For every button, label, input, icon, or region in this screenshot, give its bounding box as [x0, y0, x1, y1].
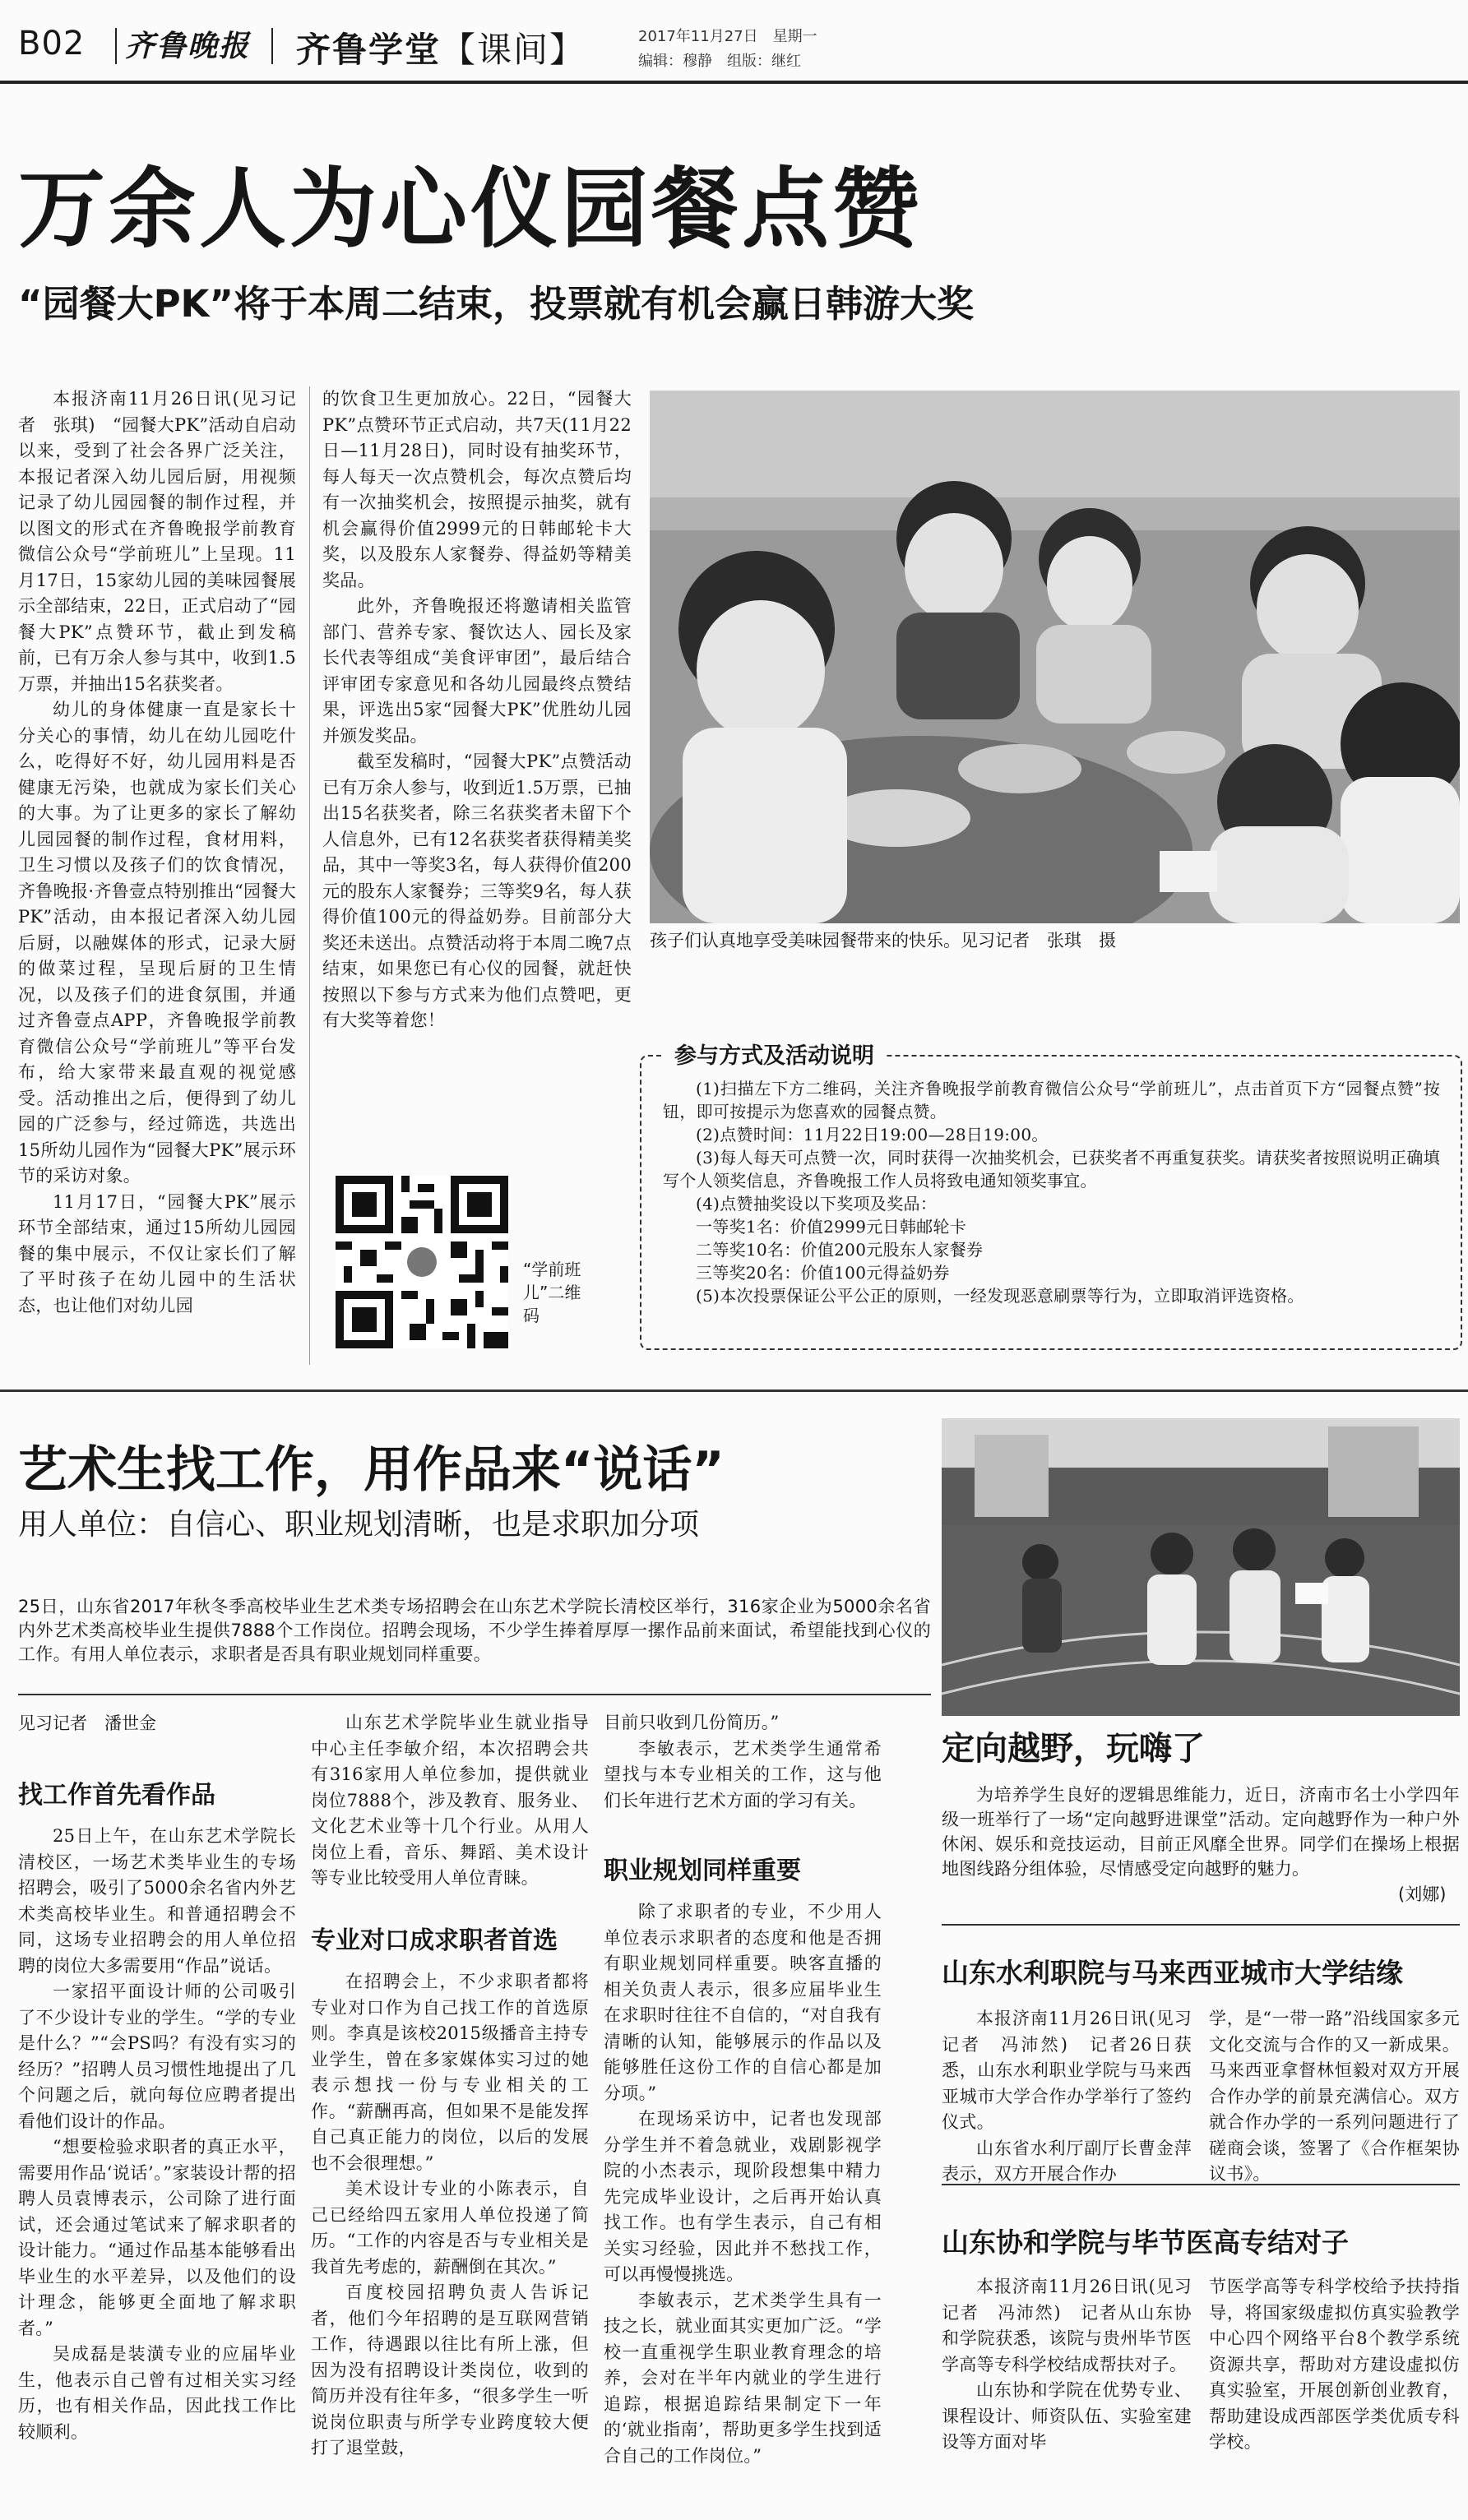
art-paragraph: 在现场采访中，记者也发现部分学生并不着急就业，戏剧影视学院的小杰表示，现阶段想集中精力先完成毕业设计，之后再开始认真找工作。也有学生表示，自己有相关实习经验，因此并不愁找工作，可以再慢慢挑选。	[604, 2109, 882, 2284]
lead-paragraph: 截至发稿时，“园餐大PK”点赞活动已有万余人参与，收到近1.5万票，已抽出15名获奖者，除三名获奖者未留下个人信息外，已有12名获奖者获得精美奖品，其中一等奖3名，每人获得价值200元的股东人家餐券；三等奖9名，每人获得价值100元的得益奶券。目前部分大奖还未送出。点赞活动将于本周二晚7点结束，如果您已有心仪的园餐，就赶快按照以下参与方式来为他们点赞吧，更有大奖等着您！	[322, 751, 632, 1030]
howto-item: 三等奖20名：价值100元得益奶券	[696, 1263, 950, 1283]
water-column-b	[1209, 2006, 1460, 2188]
howto-item: (2)点赞时间：11月22日19:00—28日19:00。	[696, 1125, 1049, 1144]
howto-item: (3)每人每天可点赞一次，同时获得一次抽奖机会，已获奖者不再重复获奖。请获奖者按照说明正确填写个人领奖信息，齐鲁晚报工作人员将致电通知领奖事宜。	[663, 1148, 1440, 1191]
paper-logo: 齐鲁晚报	[125, 29, 251, 63]
art-paragraph: 一家招平面设计师的公司吸引了不少设计专业的学生。“学的专业是什么？”“会PS吗？有没有实习的经历？”招聘人员习惯性地提出了几个问题之后，就向每位应聘者提出看他们设计的作品。	[18, 1981, 296, 2131]
lead-paragraph: 11月17日，“园餐大PK”展示环节全部结束，通过15所幼儿园园餐的集中展示，不仅让家长们了解了平时孩子在幼儿园中的生活状态，也让他们对幼儿园	[18, 1191, 296, 1315]
art-paragraph: 25日上午，在山东艺术学院长清校区，一场艺术类毕业生的专场招聘会，吸引了5000余名省内外艺术类高校毕业生。和普通招聘会不同，这场专业招聘会的用人单位招聘的岗位大多需要用“作品”说话。	[18, 1826, 296, 1976]
right-rule-1	[942, 1924, 1460, 1926]
orienteering-photo	[942, 1418, 1460, 1716]
page-number: B02	[18, 25, 86, 62]
art-intro-rule	[18, 1694, 931, 1695]
water-paragraph: 学，是“一带一路”沿线国家多元文化交流与合作的又一新成果。马来西亚拿督林恒毅对双方开展合作办学的前景充满信心。双方就合作办学的一系列问题进行了磋商会谈，签署了《合作框架协议书》。	[1209, 2009, 1460, 2184]
art-paragraph: 山东艺术学院毕业生就业指导中心主任李敏介绍，本次招聘会共有316家用人单位参加，提供就业岗位7888个，涉及教育、服务业、文化艺术业等十几个行业。从用人岗位上看，音乐、舞蹈、美术设计等专业比较受用人单位青睐。	[311, 1713, 589, 1888]
orienteering-paragraph: 为培养学生良好的逻辑思维能力，近日，济南市名士小学四年级一班举行了一场“定向越野进课堂”活动。定向越野作为一种户外休闲、娱乐和竞技运动，目前正风靡全世界。同学们在操场上根据地图线路分组体验，尽情感受定向越野的魅力。	[942, 1785, 1460, 1879]
art-paragraph: 在招聘会上，不少求职者都将专业对口作为自己找工作的首选原则。李真是该校2015级播音主持专业学生，曾在多家媒体实习过的她表示想找一份与专业相关的工作。“薪酬再高，但如果不是能发挥自己真正能力的岗位，以后的发展也不会很理想。”	[311, 1972, 589, 2173]
xiehe-paragraph: 山东协和学院在优势专业、课程设计、师资队伍、实验室建设等方面对毕	[942, 2380, 1192, 2452]
art-paragraph: 目前只收到几份简历。”	[604, 1713, 780, 1732]
water-column-a	[942, 2006, 1192, 2188]
issue-date: 2017年11月27日 星期一	[638, 28, 817, 45]
section-main: 齐鲁学堂	[296, 30, 442, 70]
art-paragraph: “想要检验求职者的真正水平，需要用作品‘说话’。”家装设计帮的招聘人员袁博表示，公司除了进行面试，还会通过笔试来了解求职者的设计能力。“通过作品基本能够看出毕业生的水平差异，以及他们的设计理念，能够更全面地了解求职者。”	[18, 2137, 296, 2338]
xiehe-paragraph: 本报济南11月26日讯(见习记者 冯沛然) 记者从山东协和学院获悉，该院与贵州毕节医学高等专科学校结成帮扶对子。	[942, 2277, 1192, 2374]
lead-subheadline: “园餐大PK”将于本周二结束，投票就有机会赢日韩游大奖	[18, 282, 975, 326]
editors: 编辑：穆静 组版：继红	[638, 53, 801, 70]
masthead-divider	[115, 28, 117, 64]
art-subhead-1: 找工作首先看作品	[18, 1781, 215, 1810]
art-headline: 艺术生找工作，用作品来“说话”	[18, 1441, 725, 1499]
qr-code[interactable]	[336, 1176, 508, 1348]
art-column-2a	[311, 1710, 589, 1892]
lead-paragraph: 本报济南11月26日讯(见习记者 张琪) “园餐大PK”活动自启动以来，受到了社会各界广泛关注，本报记者深入幼儿园后厨，用视频记录了幼儿园园餐的制作过程，并以图文的形式在齐鲁晚报学前教育微信公众号“学前班儿”上呈现。11月17日，15家幼儿园的美味园餐展示全部结束，22日，正式启动了“园餐大PK”点赞环节，截止到发稿前，已有万余人参与其中，收到1.5万票，并抽出15名获奖者。	[18, 389, 296, 694]
lead-paragraph: 此外，齐鲁晚报还将邀请相关监管部门、营养专家、餐饮达人、园长及家长代表等组成“美食评审团”，最后结合评审团专家意见和各幼儿园最终点赞结果，评选出5家“园餐大PK”优胜幼儿园并颁发奖品。	[322, 596, 632, 746]
water-paragraph: 本报济南11月26日讯(见习记者 冯沛然) 记者26日获悉，山东水利职业学院与马来西亚城市大学合作办学举行了签约仪式。	[942, 2009, 1192, 2132]
lead-paragraph: 的饮食卫生更加放心。22日，“园餐大PK”点赞环节正式启动，共7天(11月22日—11月28日)，同时设有抽奖环节，每人每天一次点赞机会，每次点赞后均有一次抽奖机会，按照提示抽奖，就有机会赢得价值2999元的日韩邮轮卡大奖，以及股东人家餐券、得益奶等精美奖品。	[322, 389, 632, 590]
art-paragraph: 李敏表示，艺术类学生具有一技之长，就业面其实更加广泛。“学校一直重视学生职业教育理念的培养，会对在半年内就业的学生进行追踪，根据追踪结果制定下一年的‘就业指南’，帮助更多学生找到适合自己的工作岗位。”	[604, 2290, 882, 2466]
masthead-divider-2	[271, 28, 273, 64]
xiehe-headline: 山东协和学院与毕节医高专结对子	[942, 2226, 1349, 2259]
xiehe-column-b	[1209, 2274, 1460, 2456]
howto-item: (4)点赞抽奖设以下奖项及奖品：	[696, 1194, 938, 1214]
orienteering-text	[942, 1782, 1460, 1881]
art-column-2b	[311, 1969, 589, 2462]
lead-column-1	[18, 386, 296, 1319]
lead-photo-caption: 孩子们认真地享受美味园餐带来的快乐。见习记者 张琪 摄	[650, 931, 1116, 950]
howto-item: (5)本次投票保证公平公正的原则，一经发现恶意刷票等行为，立即取消评选资格。	[696, 1286, 1304, 1306]
howto-item: 一等奖1名：价值2999元日韩邮轮卡	[696, 1217, 967, 1237]
art-column-1	[18, 1824, 296, 2445]
art-subhead-3: 职业规划同样重要	[604, 1856, 801, 1885]
art-subhead-2: 专业对口成求职者首选	[311, 1926, 558, 1955]
art-paragraph: 百度校园招聘负责人告诉记者，他们今年招聘的是互联网营销工作，待遇跟以往比有所上涨，但因为没有招聘设计类岗位，收到的简历并没有往年多，“很多学生一听说岗位职责与所学专业跨度较大便打了退堂鼓，	[311, 2282, 589, 2458]
art-paragraph: 美术设计专业的小陈表示，自己已经给四五家用人单位投递了简历。“工作的内容是否与专业相关是我首先考虑的，薪酬倒在其次。”	[311, 2179, 589, 2277]
lead-column-2	[322, 386, 632, 1034]
orienteering-credit: (刘娜)	[1398, 1884, 1447, 1904]
xiehe-paragraph: 节医学高等专科学校给予扶持指导，将国家级虚拟仿真实验教学中心四个网络平台8个教学系统资源共享，帮助对方建设虚拟仿真实验室，开展创新创业教育，帮助建设成西部医学类优质专科学校。	[1209, 2277, 1460, 2452]
water-paragraph: 山东省水利厅副厅长曹金萍表示，双方开展合作办	[942, 2138, 1192, 2184]
art-paragraph: 吴成磊是装潢专业的应届毕业生，他表示自己曾有过相关实习经历，也有相关作品，因此找工作比较顺利。	[18, 2344, 296, 2442]
lead-headline: 万余人为心仪园餐点赞	[18, 159, 923, 260]
art-byline: 见习记者 潘世金	[18, 1713, 156, 1733]
art-column-3a	[604, 1710, 882, 1814]
xiehe-column-a	[942, 2274, 1192, 2456]
section-sub: 课间	[477, 30, 550, 70]
section-rule	[0, 1389, 1468, 1392]
section-title	[296, 23, 586, 72]
art-subheadline: 用人单位：自信心、职业规划清晰，也是求职加分项	[18, 1508, 700, 1542]
right-rule-2	[942, 2184, 1460, 2185]
art-paragraph: 除了求职者的专业，不少用人单位表示求职者的态度和他是否拥有职业规划同样重要。映客直播的相关负责人表示，很多应届毕业生在求职时往往不自信的，“对自我有清晰的认知，能够展示的作品以及能够胜任这份工作的自信心都是加分项。”	[604, 1902, 882, 2103]
section-sub-bracket: 【课间】	[441, 30, 586, 70]
art-column-3b	[604, 1899, 882, 2469]
children-eating-photo	[650, 391, 1460, 923]
column-rule	[309, 386, 310, 1365]
orienteering-headline: 定向越野，玩嗨了	[942, 1730, 1205, 1768]
art-intro: 25日，山东省2017年秋冬季高校毕业生艺术类专场招聘会在山东艺术学院长清校区举行，316家企业为5000余名省内外艺术类高校毕业生提供7888个工作岗位。招聘会现场，不少学生捧着厚厚一摞作品前来面试，希望能找到心仪的工作。有用人单位表示，求职者是否具有职业规划同样重要。	[18, 1597, 931, 1664]
howto-item: 二等奖10名：价值200元股东人家餐券	[696, 1240, 984, 1260]
art-paragraph: 李敏表示，艺术类学生通常希望找与本专业相关的工作，这与他们长年进行艺术方面的学习有关。	[604, 1738, 882, 1810]
header-rule	[0, 81, 1468, 84]
lead-paragraph: 幼儿的身体健康一直是家长十分关心的事情，幼儿在幼儿园吃什么，吃得好不好，幼儿园用料是否健康无污染，也就成为家长们关心的大事。为了让更多的家长了解幼儿园园餐的制作过程，食材用料，卫生习惯以及孩子们的饮食情况，齐鲁晚报·齐鲁壹点特别推出“园餐大PK”活动，由本报记者深入幼儿园后厨，以融媒体的形式，记录大厨的做菜过程，呈现后厨的卫生情况，以及孩子们的进食氛围，并通过齐鲁壹点APP，齐鲁晚报学前教育微信公众号“学前班儿”等平台发布，给大家带来最直观的视觉感受。活动推出之后，便得到了幼儿园的广泛参与，经过筛选，共选出15所幼儿园作为“园餐大PK”展示环节的采访对象。	[18, 700, 296, 1186]
water-headline: 山东水利职院与马来西亚城市大学结缘	[942, 1957, 1403, 1989]
howto-list	[663, 1077, 1440, 1307]
howto-title: 参与方式及活动说明	[663, 1038, 886, 1070]
howto-item: (1)扫描左下方二维码，关注齐鲁晚报学前教育微信公众号“学前班儿”，点击首页下方“园餐点赞”按钮，即可按提示为您喜欢的园餐点赞。	[663, 1079, 1440, 1121]
qr-caption: “学前班儿”二维码	[523, 1260, 581, 1325]
